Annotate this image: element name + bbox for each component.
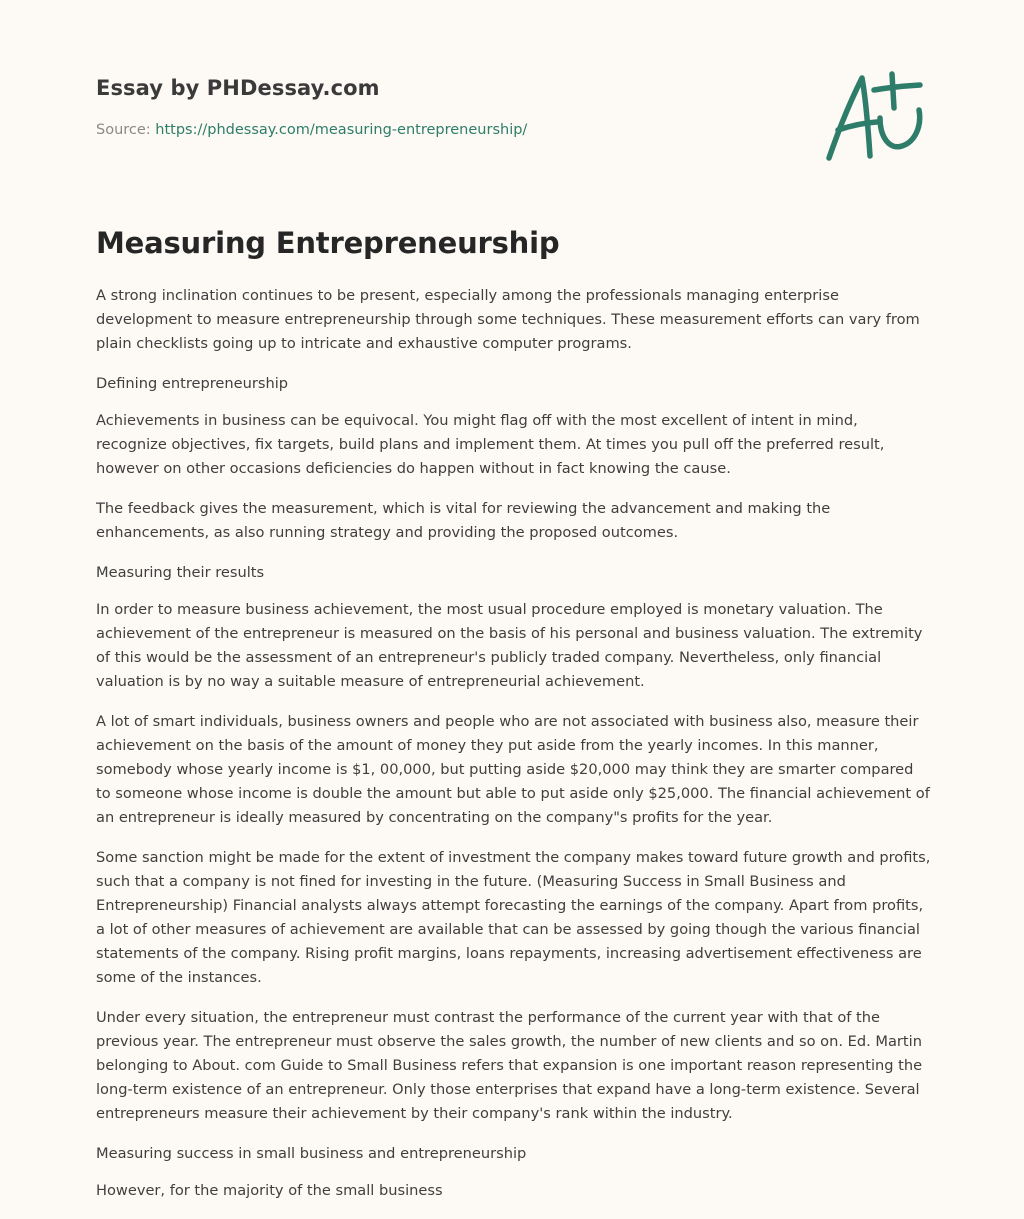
source-line: [96, 122, 796, 138]
essay-paragraph: A lot of smart individuals, business owners and people who are not associated with business also, measure their achievement on the basis of the amount of money they put aside from the yearly incomes. In this manner, somebody whose yearly income is $1, 00,000, but putting aside $20,000 may think they are smarter compared to someone whose income is double the amount but able to put aside only $25,000. The financial achievement of an entrepreneur is ideally measured by concentrating on the company"s profits for the year.: [96, 713, 930, 826]
source-link[interactable]: https://phdessay.com/measuring-entrepreneurship/: [155, 122, 528, 138]
essay-title: Measuring Entrepreneurship: [96, 226, 560, 260]
section-heading: Measuring success in small business and entrepreneurship: [96, 1145, 527, 1162]
essay-paragraph: However, for the majority of the small business: [96, 1182, 443, 1199]
page-header: [96, 76, 796, 138]
essay-paragraph: Achievements in business can be equivocal. You might flag off with the most excellent of intent in mind, recognize objectives, fix targets, build plans and implement them. At times you pull off the preferred result, however on other occasions deficiencies do happen without in fact knowing the cause.: [96, 412, 885, 477]
essay-paragraph: Under every situation, the entrepreneur must contrast the performance of the current year with that of the previous year. The entrepreneur must observe the sales growth, the number of new clients and so on. Ed. Martin belonging to About. com Guide to Small Business refers that expansion is one important reason representing the long-term existence of an entrepreneur. Only those enterprises that expand have a long-term existence. Several entrepreneurs measure their achievement by their company's rank within the industry.: [96, 1009, 923, 1122]
essay-body: [96, 284, 932, 1219]
essay-paragraph: Some sanction might be made for the extent of investment the company makes toward future growth and profits, such that a company is not fined for investing in the future. (Measuring Success in Small Business and Entrepreneurship) Financial analysts always attempt forecasting the earnings of the company. Apart from profits, a lot of other measures of achievement are available that can be assessed by going though the various financial statements of the company. Rising profit margins, loans repayments, increasing advertisement effectiveness are some of the instances.: [96, 849, 931, 986]
section-heading: Measuring their results: [96, 564, 265, 581]
section-heading: Defining entrepreneurship: [96, 375, 289, 392]
site-title: Essay by PHDessay.com: [96, 76, 380, 100]
source-label: Source:: [96, 122, 151, 138]
a-plus-logo-icon: [822, 66, 928, 166]
essay-paragraph: In order to measure business achievement, the most usual procedure employed is monetary valuation. The achievement of the entrepreneur is measured on the basis of his personal and business valuation. The extremity of this would be the assessment of an entrepreneur's publicly traded company. Nevertheless, only financial valuation is by no way a suitable measure of entrepreneurial achievement.: [96, 601, 923, 690]
essay-paragraph: The feedback gives the measurement, which is vital for reviewing the advancement and making the enhancements, as also running strategy and providing the proposed outcomes.: [96, 500, 831, 541]
essay-paragraph: A strong inclination continues to be present, especially among the professionals managing enterprise development to measure entrepreneurship through some techniques. These measurement efforts can vary from plain checklists going up to intricate and exhaustive computer programs.: [96, 287, 920, 352]
